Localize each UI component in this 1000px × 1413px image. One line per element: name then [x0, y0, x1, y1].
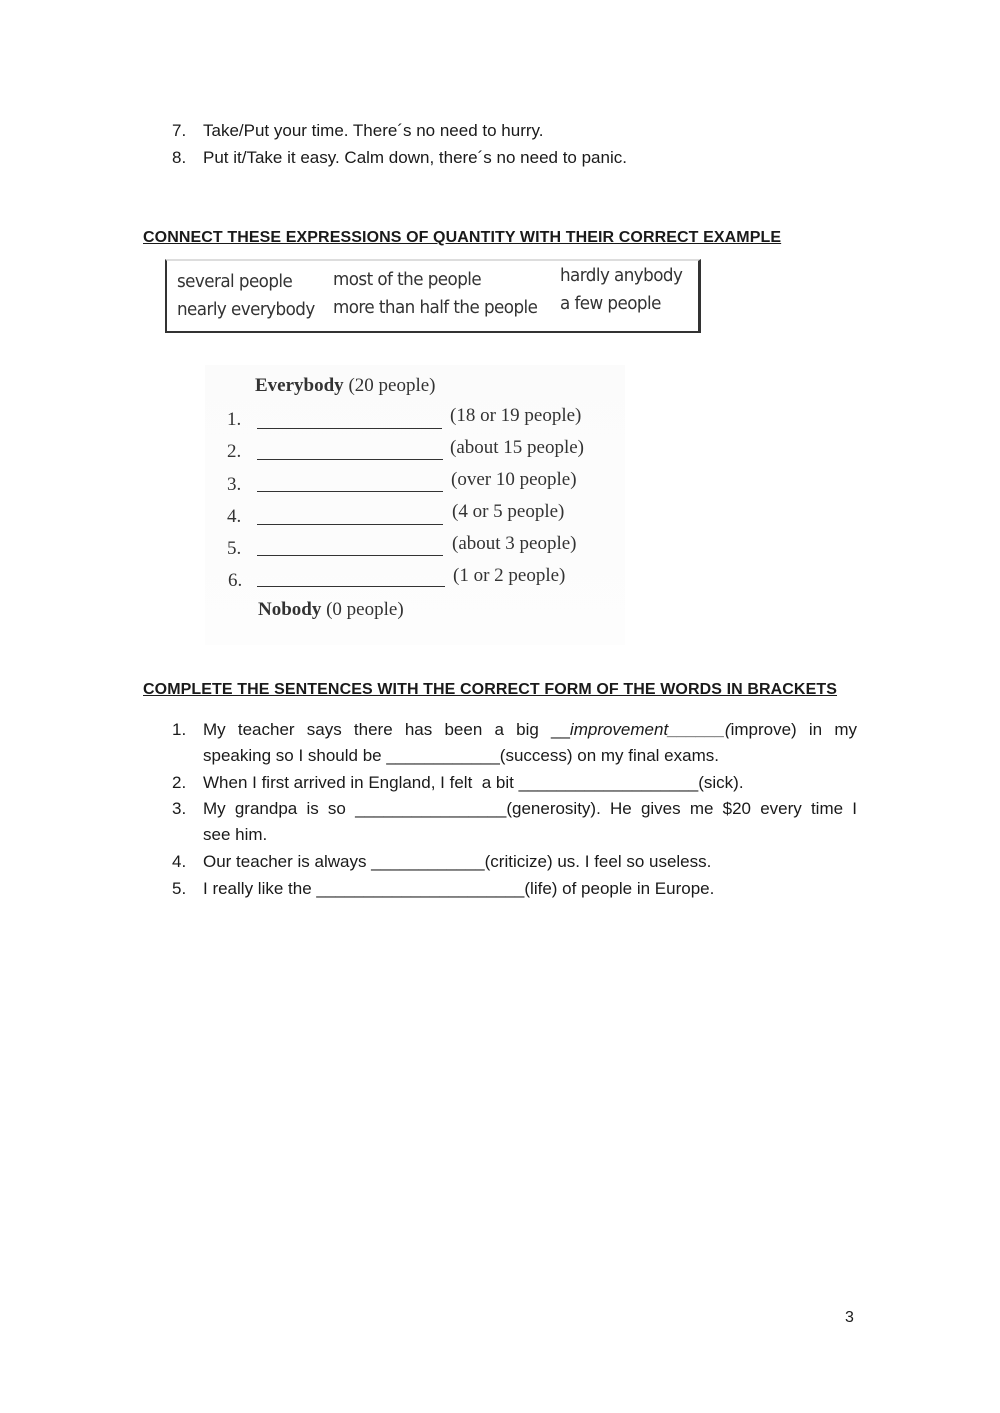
sentence-text: improve) in my — [730, 720, 857, 739]
item-number: 3. — [172, 799, 187, 818]
scale-top-label: Everybody — [255, 375, 344, 396]
scale-item-number: 4. — [227, 506, 242, 527]
item-number: 7. — [172, 121, 187, 140]
answer-blank[interactable] — [257, 586, 445, 587]
expression-cell: nearly everybody — [177, 299, 315, 320]
sentence-text: My teacher says there has been a big __ — [203, 720, 570, 739]
scale-item-number: 5. — [227, 538, 242, 559]
item-text: Put it/Take it easy. Calm down, there´s no need to panic. — [203, 148, 627, 167]
expression-cell: several people — [177, 271, 293, 292]
sentence-text: Our teacher is always ____________(criticize) us. I feel so useless. — [203, 852, 712, 871]
list-item — [172, 796, 862, 848]
answer-blank[interactable] — [257, 459, 443, 460]
scale-item-hint: (1 or 2 people) — [453, 565, 566, 586]
item-text: Take/Put your time. There´s no need to hurry. — [203, 121, 544, 140]
section-heading-complete: COMPLETE THE SENTENCES WITH THE CORRECT FORM OF THE WORDS IN BRACKETS — [143, 681, 838, 698]
item-number: 2. — [172, 773, 187, 792]
scale-bottom-count: (0 people) — [326, 599, 404, 620]
sentence-text: My grandpa is so ________________(generosity). He gives me $20 every time I — [203, 799, 857, 818]
scale-bottom — [258, 599, 404, 621]
scale-item-number: 3. — [227, 474, 242, 495]
item-number: 4. — [172, 852, 187, 871]
scale-item-hint: (18 or 19 people) — [450, 405, 582, 426]
expression-cell: hardly anybody — [560, 265, 683, 286]
expressions-box — [165, 259, 701, 333]
expression-cell: a few people — [560, 293, 661, 314]
sentence-line: speaking so I should be ____________(success) on my final exams. — [203, 746, 719, 765]
scale-item-number: 6. — [228, 570, 243, 591]
answer-blank[interactable] — [257, 524, 443, 525]
scale-item-hint: (over 10 people) — [451, 469, 577, 490]
answer-blank[interactable] — [257, 491, 443, 492]
scale-item-hint: (about 15 people) — [450, 437, 585, 458]
page-number: 3 — [845, 1309, 854, 1326]
expression-cell: most of the people — [333, 269, 482, 290]
sentence-text: I really like the ______________________(life) of people in Europe. — [203, 879, 715, 898]
scale-item-number: 1. — [227, 409, 242, 430]
example-answer: improvement______( — [569, 720, 731, 739]
sentence-line — [203, 717, 857, 743]
expression-cell: more than half the people — [333, 297, 538, 318]
scale-top — [255, 375, 436, 397]
item-number: 8. — [172, 148, 187, 167]
item-number: 1. — [172, 720, 187, 739]
answer-blank[interactable] — [257, 555, 443, 556]
scale-item-hint: (4 or 5 people) — [452, 501, 565, 522]
sentence-line: see him. — [203, 825, 268, 844]
answer-blank[interactable] — [257, 428, 442, 429]
scale-bottom-label: Nobody — [258, 599, 322, 620]
list-item — [172, 717, 862, 769]
scale-item-number: 2. — [227, 441, 242, 462]
sentence-text: When I first arrived in England, I felt a bit ___________________(sick). — [203, 773, 744, 792]
scale-top-count: (20 people) — [348, 375, 436, 396]
scale-item-hint: (about 3 people) — [452, 533, 577, 554]
item-number: 5. — [172, 879, 187, 898]
section-heading-connect: CONNECT THESE EXPRESSIONS OF QUANTITY WITH THEIR CORRECT EXAMPLE — [143, 229, 782, 246]
